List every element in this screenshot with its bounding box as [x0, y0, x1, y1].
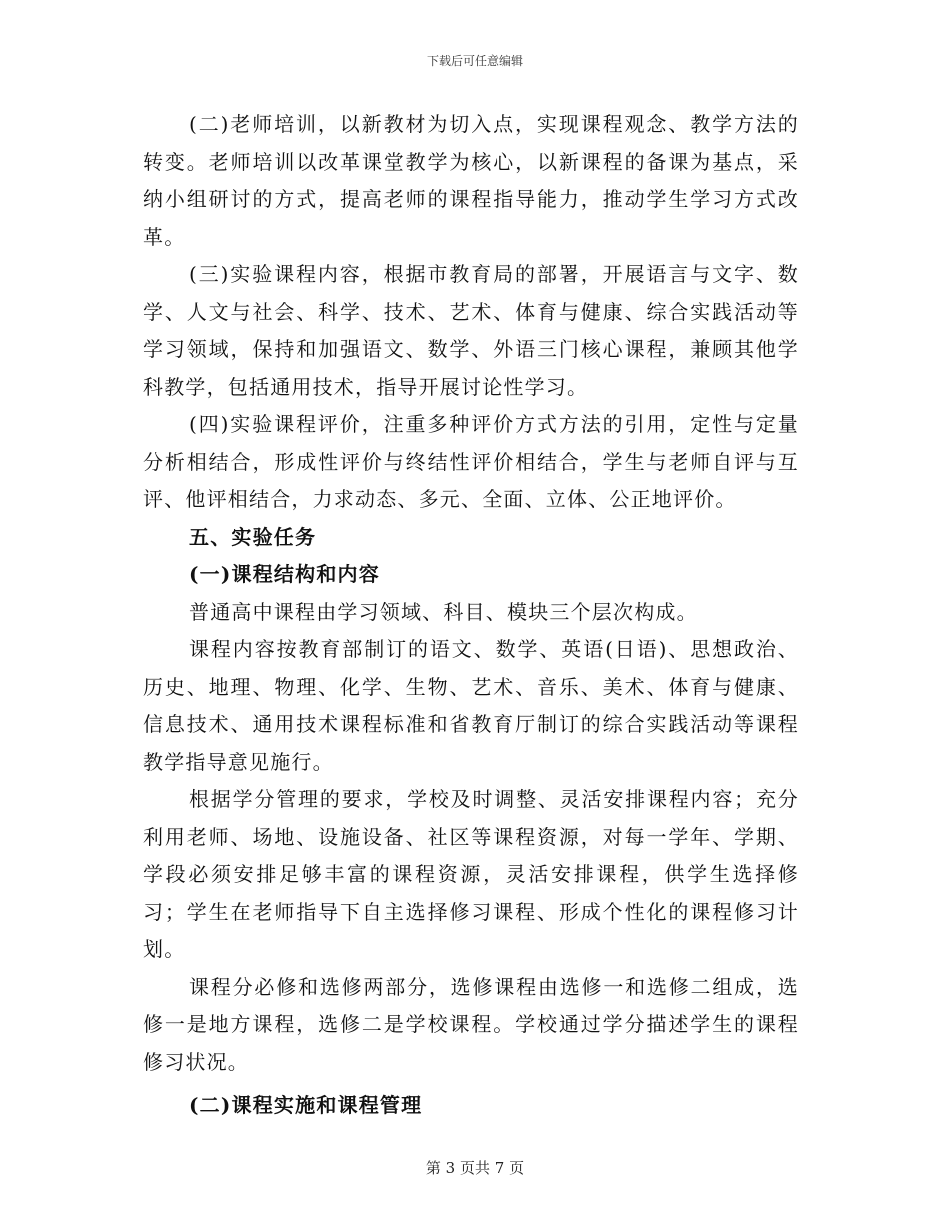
- paragraph-electives: 课程分必修和选修两部分，选修课程由选修一和选修二组成，选修一是地方课程，选修二是学校课程。学校通过学分描述学生的课程修习状况。: [143, 974, 799, 1074]
- section-heading: 五、实验任务: [189, 524, 317, 549]
- paragraph-teacher-training: (二)老师培训，以新教材为切入点，实现课程观念、教学方法的转变。老师培训以改革课堂教学为核心，以新课程的备课为基点，采纳小组研讨的方式，提高老师的课程指导能力，推动学生学习方式改革。: [143, 112, 799, 249]
- subheading-structure: (一)课程结构和内容: [189, 562, 380, 586]
- paragraph-standards: 课程内容按教育部制订的语文、数学、英语(日语)、思想政治、历史、地理、物理、化学、生物、艺术、音乐、美术、体育与健康、信息技术、通用技术课程标准和省教育厅制订的综合实践活动等课程教学指导意见施行。: [143, 637, 799, 774]
- paragraph-course-content: (三)实验课程内容，根据市教育局的部署，开展语言与文字、数学、人文与社会、科学、技术、艺术、体育与健康、综合实践活动等学习领域，保持和加强语文、数学、外语三门核心课程，兼顾其他学科教学，包括通用技术，指导开展讨论性学习。: [143, 262, 799, 399]
- subheading-implementation: (二)课程实施和课程管理: [189, 1093, 423, 1117]
- paragraph-credit-management: 根据学分管理的要求，学校及时调整、灵活安排课程内容；充分利用老师、场地、设施设备、社区等课程资源，对每一学年、学期、学段必须安排足够丰富的课程资源，灵活安排课程，供学生选择修习；学生在老师指导下自主选择修习课程、形成个性化的课程修习计划。: [143, 787, 799, 961]
- document-body: [143, 106, 799, 1125]
- paragraph-levels: 普通高中课程由学习领域、科目、模块三个层次构成。: [189, 599, 698, 624]
- page-footer: 第 3 页共 7 页: [425, 1159, 525, 1177]
- paragraph-course-evaluation: (四)实验课程评价，注重多种评价方式方法的引用，定性与定量分析相结合，形成性评价与终结性评价相结合，学生与老师自评与互评、他评相结合，力求动态、多元、全面、立体、公正地评价。: [143, 412, 799, 511]
- page-header: 下载后可任意编辑: [426, 54, 523, 68]
